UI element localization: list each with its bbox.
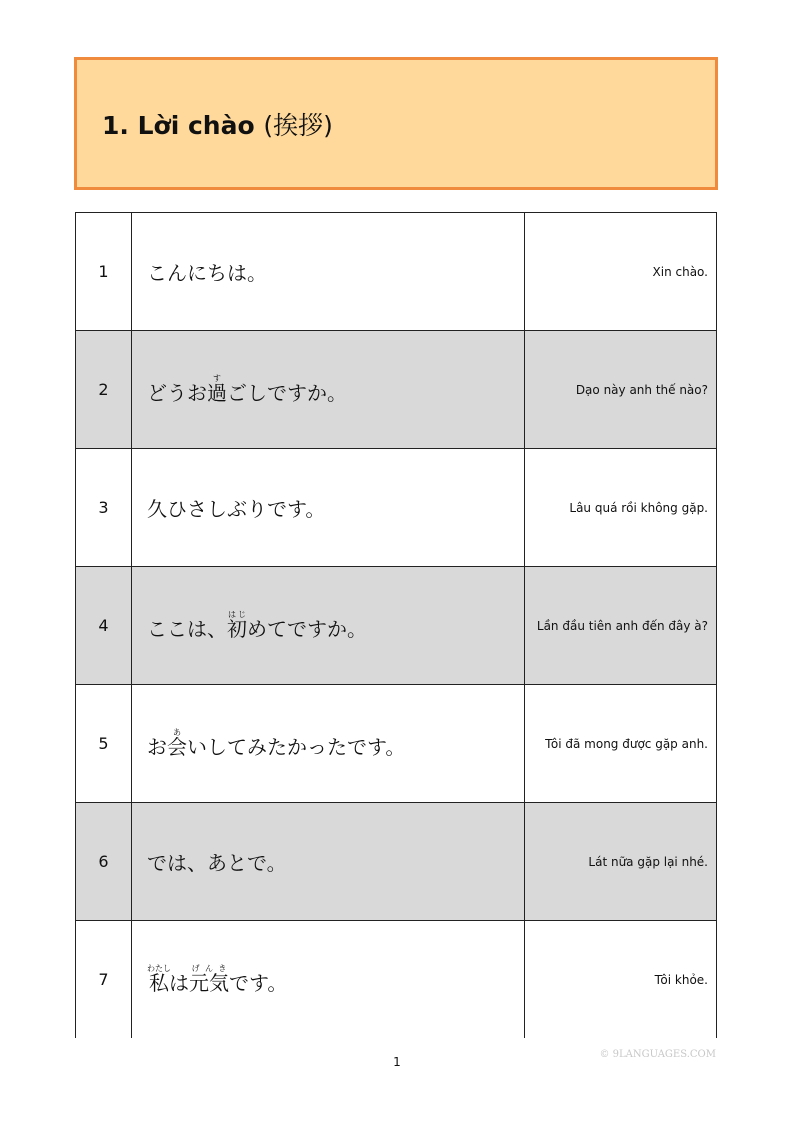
- jp-text: ごしですか。: [227, 380, 347, 405]
- vietnamese-translation: Tôi đã mong được gặp anh.: [525, 685, 717, 803]
- kanji: 過: [207, 380, 227, 405]
- row-number: 6: [76, 803, 132, 921]
- table-row: [76, 213, 717, 331]
- jp-text: お: [147, 734, 167, 759]
- page-title: [102, 106, 333, 142]
- japanese-phrase: では、あとで。: [132, 803, 525, 921]
- furigana-ruby: [189, 963, 229, 995]
- jp-text: どうお: [147, 380, 207, 405]
- furigana: す: [207, 373, 227, 383]
- row-number: 3: [76, 449, 132, 567]
- table-row: [76, 803, 717, 921]
- jp-text: めてですか。: [247, 616, 367, 641]
- jp-text: いしてみたかったです。: [187, 734, 406, 759]
- jp-text: ここは、: [147, 616, 227, 641]
- title-banner: [74, 57, 718, 190]
- vietnamese-translation: Xin chào.: [525, 213, 717, 331]
- vietnamese-translation: Tôi khỏe.: [525, 921, 717, 1039]
- furigana-ruby: [167, 727, 187, 759]
- furigana: げんき: [189, 963, 229, 973]
- furigana-ruby: [207, 373, 227, 405]
- japanese-phrase: [132, 685, 525, 803]
- vietnamese-translation: Lát nữa gặp lại nhé.: [525, 803, 717, 921]
- kanji: 私: [147, 970, 171, 995]
- row-number: 7: [76, 921, 132, 1039]
- kanji: 元気: [189, 970, 229, 995]
- title-japanese: (挨拶): [263, 111, 333, 140]
- page-number: 1: [393, 1055, 401, 1069]
- row-number: 1: [76, 213, 132, 331]
- japanese-phrase: [132, 921, 525, 1039]
- furigana: はじ: [227, 609, 247, 619]
- furigana-ruby: [147, 963, 171, 995]
- furigana: わたし: [147, 963, 171, 973]
- title-latin: 1. Lời chào: [102, 111, 264, 140]
- table-row: [76, 567, 717, 685]
- vietnamese-translation: Dạo này anh thế nào?: [525, 331, 717, 449]
- jp-text: です。: [229, 970, 288, 995]
- row-number: 5: [76, 685, 132, 803]
- japanese-phrase: [132, 331, 525, 449]
- furigana: あ: [167, 727, 187, 737]
- japanese-phrase: 久ひさしぶりです。: [132, 449, 525, 567]
- phrase-table: [75, 212, 717, 1038]
- vietnamese-translation: Lần đầu tiên anh đến đây à?: [525, 567, 717, 685]
- vietnamese-translation: Lâu quá rồi không gặp.: [525, 449, 717, 567]
- japanese-phrase: [132, 567, 525, 685]
- jp-text: は: [169, 970, 189, 995]
- furigana-ruby: [227, 609, 247, 641]
- japanese-phrase: こんにちは。: [132, 213, 525, 331]
- watermark: © 9LANGUAGES.COM: [599, 1049, 716, 1060]
- table-row: [76, 449, 717, 567]
- table-row: [76, 921, 717, 1039]
- kanji: 会: [167, 734, 187, 759]
- row-number: 4: [76, 567, 132, 685]
- table-row: [76, 331, 717, 449]
- table-row: [76, 685, 717, 803]
- kanji: 初: [227, 616, 247, 641]
- row-number: 2: [76, 331, 132, 449]
